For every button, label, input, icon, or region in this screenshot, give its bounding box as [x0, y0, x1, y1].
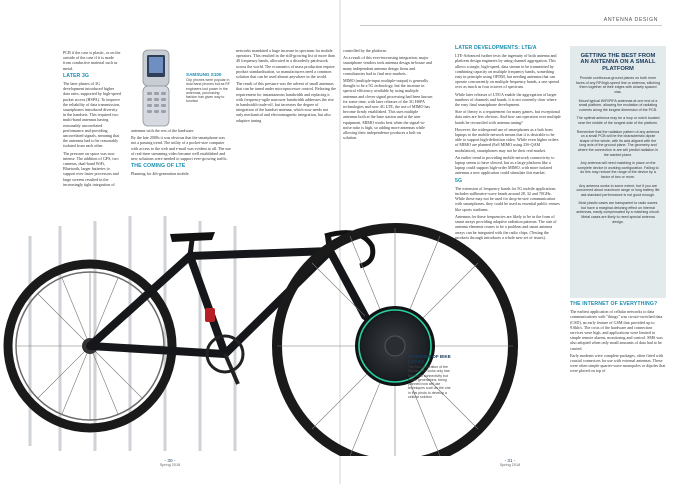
issue-season: Spring 2018	[499, 463, 521, 467]
paragraph: Antennas for these frequencies are likely to be in the form of smart arrays providing adaptive radiation patterns. The size of antenna elements ceases to be a problem and smart antenna arrays can be integrated with the radio chips. (Testing the products through introduces a whole new set of issues).	[455, 213, 557, 240]
sidebar-tip: Most plastic cases are transparent to radio waves but have a marginal detuning effect on internal antennas, easily compensated by a matching circuit. Metal cases are likely to need special antenna design.	[576, 201, 660, 224]
paragraph: An earlier trend to providing mobile network connectivity to laptop seems to have slowed, but as a large platform like a laptop could support high-order MIMO, with more isolated antennas a new application could stimulate this market.	[455, 154, 555, 176]
sidebar-tip: Remember that the radiation pattern of any antenna on a small PCB will be the characteristic dipole shape of the whole, with its axis aligned with the long axis of the ground plane. The geometry and where the connection is are will predict radiation in the wanted plane.	[576, 129, 660, 157]
paragraph: PCB if the case is plastic, or on the outside of the case if it is made from conductive material such as metal.	[63, 50, 121, 71]
subheading-internet-of-everything: THE INTERNET OF EVERYTHING?	[570, 301, 658, 307]
paragraph: As a result of this ever-increasing integration, major smartphone vendors took antenna design in-house and many independent antenna design firms and consultancies had to find new markets.	[343, 55, 432, 76]
paragraph: However, the widespread use of smartphones as a hub from laptops to the mobile network means that it is desirable to be able to support high-definition video. While even higher orders of MIMO are planned (8x8 MIMO using 256-QAM modulation), smartphones may not be their real market.	[455, 126, 559, 153]
sidebar-tip: The optimal antenna may be a loop or notch located near the middle of the longest side of the platform.	[576, 116, 660, 125]
right-page-number	[480, 458, 540, 467]
bicycle-image	[0, 196, 540, 456]
bike-lock-caption	[408, 354, 452, 399]
caption-title: INTERNET OF BIKE LOCKS	[408, 354, 451, 364]
left-col-1	[63, 50, 121, 189]
subheading-coming-of-lte: THE COMING OF LTE	[131, 163, 186, 170]
page-number: - 31 -	[504, 458, 516, 463]
paragraph: Planning for 4th-generation mobile	[131, 171, 189, 177]
paragraph: controlled by the platform.	[343, 48, 387, 53]
caption-text: Clip phones were popular in dual band phones but as RF engineers lost power in the antennas, purchasing fashion has given way to function	[186, 78, 230, 104]
page-number: - 30 -	[164, 458, 176, 463]
clamshell-phone-icon	[129, 48, 185, 130]
sidebar-title: GETTING THE BEST FROM AN ANTENNA ON A SMALL PLATFORM	[580, 53, 656, 72]
bicycle-photo	[0, 196, 540, 456]
sidebar-tip: Any antenna will need matching in place on the complete device in working configuration. Failing to do this may reduce the range of the device by a factor of two or more.	[577, 161, 659, 179]
right-col-1	[343, 48, 433, 142]
caption-text: The first generation of the Bitlock, bike locks only has Bluetooth connectivity but future generations, being planned now will use techniques such as the one in this photo to develop a cellular solution	[408, 365, 451, 400]
paragraph: Early modems were complete packages, often fitted with coaxial connectors for use with external antennas. These were often simple quarter-wave monopoles or dipoles that were placed on top of	[570, 352, 666, 374]
left-col-3	[236, 48, 336, 125]
caption-title: SAMSUNG S100	[186, 72, 222, 77]
paragraph: MIMO (multiple-input multiple-output) is generally thought to be a 5G technology, but the increase in spectral efficiency available by using multiple antennas and clever signal processing had been known for some time, with later releases of the 3G HSPA technologies and now 4G LTE, the use of MIMO has become firmly established. This uses multiple antennas both at the base station and at the user equipment. MIMO works best when the signal-to-noise ratio is high, so adding more antennas while allowing their independence produces a bolt-on solution.	[343, 78, 433, 141]
paragraph: By the late 2000s it was obvious that the smartphone was not a passing trend. The utility of a pocket-size computer with access to the web and e-mail was evident to all. The use of real-time streaming video became well established and new solutions were needed to support ever-growing traffic.	[131, 135, 231, 162]
left-page-number	[140, 458, 200, 467]
paragraph: While later releases of LTE/A enable the aggregation of larger numbers of channels and bands, it is not currently clear where the easy final smartphone development.	[455, 91, 557, 108]
paragraph: networks mandated a huge increase in spectrum for mobile operators. This resulted in the still-growing list of more than 40 frequency bands, allocated in a disorderly patchwork across the world. The economics of mass production require product standardisation, so manufacturers need a common solution that can be used almost anywhere in the world.	[236, 48, 335, 80]
paragraph: antennas with the rest of the hardware.	[131, 128, 195, 133]
sidebar-tip: Provide continuous ground planes on both inner faces of any RF/high-speed line or antenna, stitching them together at their edges with closely spaced vias.	[576, 76, 660, 94]
sidebar-tip: Any antenna works to some extent, but if you are concerned about maximum range or long battery life ask standard performance is not good enough.	[576, 183, 660, 197]
paragraph: The extension of frequency bands for 5G mobile applications includes millimetre-wave bands around 28, 32 and 70GHz. While these may not be used for drop-in-size communication with smartphones, they could be used as essential public venues like sports stadiums.	[455, 185, 560, 212]
paragraph: LTE-Advanced further tests the ingenuity of both antenna and platform design engineers by using channel aggregation. This allows a single, high-speed, data stream to be transmitted by combining capacity on multiple frequency bands, something easy in principle using OFDM, but needing antennas that can operate concurrently on multiple frequency bands, a one spread over as much as four octaves of spectrum.	[455, 53, 560, 90]
right-col-3	[570, 302, 666, 376]
paragraph: The result of this pressure was the advent of small antennas that can be tuned under microprocessor control. Relaxing the requirement for instantaneous bandwidth and replacing it with frequency-agile narrower bandwidth addresses the rise in bandwidth trade-off, but increases the degree of integration of the handset antenna, which now needs not only mechanical and electromagnetic integration, but also adaptive tuning	[236, 81, 336, 123]
tips-sidebar	[570, 46, 666, 298]
paragraph: The later phases of 3G development introduced higher data rates, supported by high-speed packet access (HSPA). To improve the reliability of data transmission, smartphones introduced diversity in the handsets. This required two multi-band antennas having reasonably uncorrelated performance and providing uncorrelated signals, meaning that the antennas had to be reasonably isolated from each other.	[63, 81, 121, 149]
issue-season: Spring 2018	[159, 463, 181, 467]
section-label: ANTENNA DESIGN	[603, 17, 658, 23]
section-rule	[360, 25, 662, 26]
subheading-later-3g: LATER 3G	[63, 72, 90, 79]
paragraph: The earliest application of cellular networks to data communications with "things" was circuit-switched data (CSD), an early feature of GSM that provided up to 9.6kb/s. The costs of the hardware and connection services were high, and applications were limited to simple remote alarms, monitoring and control. SMS was also adopted when only small amounts of data had to be carried.	[570, 309, 663, 351]
sidebar-tip: Mount typical WiFi/PIFA antennas at one end of a small platform, allowing the excitation of radiating currents along the longest dimension of the PCB.	[578, 98, 658, 112]
paragraph: Size of theory is a requirement for many games, but exceptional data rates are less obvious. And how can operation over multiple bands be reconciled with antenna tuning?	[455, 109, 561, 125]
left-col-2	[131, 128, 231, 179]
samsung-phone-image	[129, 48, 185, 130]
subheading-lte-a: LATER DEVELOPMENTS: LTE/A	[455, 45, 537, 51]
subheading-5g: 5G	[455, 177, 463, 184]
paragraph: The pressure on space was now intense. The addition of GPS, two cameras, dual-band WiFi, Bluetooth, larger batteries to support ever faster processors and large screens resulted in the increasingly tight integration of	[63, 150, 119, 187]
phone-caption	[186, 72, 230, 104]
